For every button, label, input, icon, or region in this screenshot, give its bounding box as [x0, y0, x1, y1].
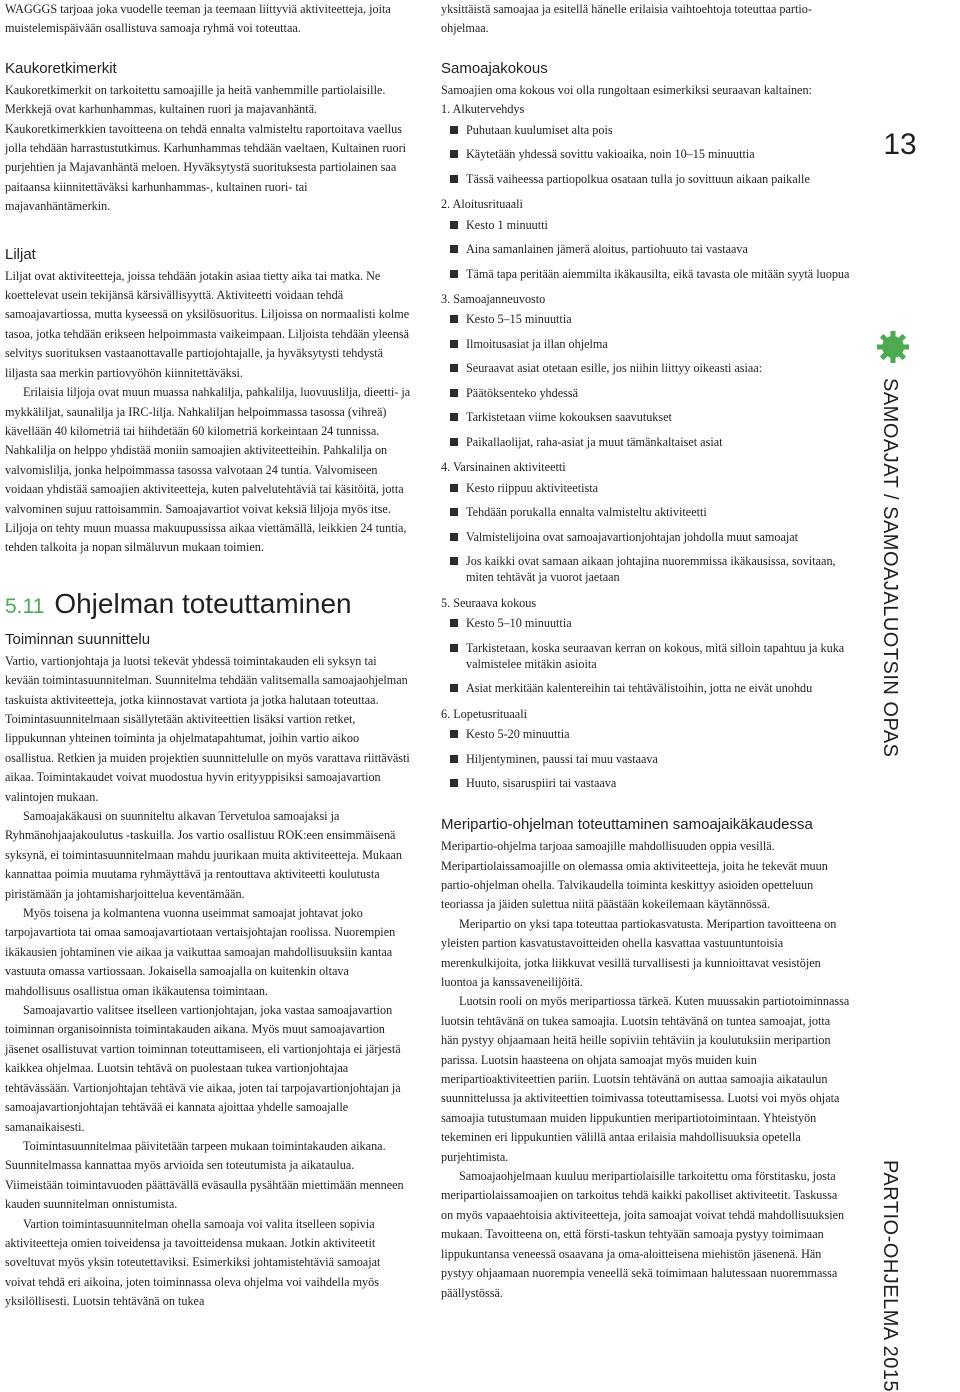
right-column — [441, 0, 850, 1303]
suunnittelu-paragraph: Vartio, vartionjohtaja ja luotsi tekevät yhdessä toimintakauden eli syksyn tai kevään toimintasuunnitelman. Suunnitelma tehdään valitsemalla samoajaohjelman taskuista aktiviteetteja, jotka kiinnostavat vartiota ja jotka halutaan toteuttaa. Toimintasuunnitelmaan sisällytetään aktiviteettien lisäksi vartion retket, lippukunnan yhteinen toiminta ja ohjelmatapahtumat, joihin vartio aikoo osallistua. Retkien ja muiden projektien suunnittelulle on myös varattava riittävästi aikaa. Toimintakaudet voivat muodostua hyvin erityyppisiksi samoajavartion valintojen mukaan. — [5, 653, 410, 804]
bullet-item: Paikallaolijat, raha-asiat ja muut tämänkaltaiset asiat — [445, 434, 850, 450]
meripartio-paragraph: Meripartio-ohjelma tarjoaa samoajille mahdollisuuden oppia vesillä. Meripartiolaissamoajille on olemassa omia aktiviteetteja, joita he tekevät muun partio-ohjelman ohella. Talvikaudella toiminta keskittyy asioiden opetteluun teoriassa ja jäiden sulettua niitä päästään kokeilemaan käytännössä. — [441, 839, 828, 912]
meripartio-heading: Meripartio-ohjelman toteuttaminen samoajaikäkaudessa — [441, 815, 813, 833]
liljat-heading: Liljat — [5, 245, 36, 263]
liljat-paragraph-1: Liljat ovat aktiviteetteja, joissa tehdään jotakin asiaa tietty aika tai matka. Ne koettelevat usein tekijänsä kärsivällisyyttä. Aktiviteetti voidaan tehdä samoajavartiossa, mutta kyseessä on yksilösuoritus. Liljoissa on normaalisti kolme tasoa, jotka tehdään erikseen helpoimmasta vaikeimpaan. Liljoista tehdään yleensä selvitys suorituksen vastaanottavalle partiojohtajalle, ja hyväksytysti tehdystä liljasta saa merkin partiovyöhön kiinnitettäväksi. — [5, 268, 410, 380]
left-column — [5, 0, 411, 1312]
bullet-item: Tässä vaiheessa partiopolkua osataan tulla jo sovittuun aikaan paikalle — [445, 171, 850, 187]
bullet-item: Puhutaan kuulumiset alta pois — [445, 122, 850, 138]
suunnittelu-body — [5, 652, 411, 1312]
kaukoretkimerkit-heading: Kaukoretkimerkit — [5, 59, 117, 77]
meeting-step-label: 4. Varsinainen aktiviteetti — [441, 460, 566, 475]
suunnittelu-paragraph: Vartion toimintasuunnitelman ohella samoaja voi valita itselleen sopivia aktiviteetteja omien toiveidensa ja tavoitteidensa mukaan. Jotkin aktiviteetit soveltuvat myös yksin toteutettaviksi. Esimerkiksi johtamistehtäviä samoajat voivat tehdä eri aikoina, joten toiminnassa oleva ohjelma voi vaihdella myös yksilöllisesti. Luotsin tehtävänä on tukea — [5, 1216, 381, 1309]
meeting-steps-list — [441, 100, 850, 791]
continued-paragraph: yksittäistä samoajaa ja esitellä hänelle erilaisia vaihtoehtoja toteuttaa partio-ohjelmaa. — [441, 2, 812, 36]
samoajakokous-intro: Samoajien oma kokous voi olla rungoltaan esimerkiksi seuraavan kaltainen: — [441, 82, 812, 97]
meeting-step-label: 2. Aloitusrituaali — [441, 197, 523, 212]
bullet-item: Valmistelijoina ovat samoajavartionjohtajan johdolla muut samoajat — [445, 529, 850, 545]
page-number: 13 — [883, 128, 917, 161]
meeting-step-bullets — [441, 122, 850, 187]
bullet-item: Hiljentyminen, paussi tai muu vastaava — [445, 751, 850, 767]
bullet-item: Tämä tapa peritään aiemmilta ikäkausilta, eikä tavasta ole mitään syytä luopua — [445, 266, 850, 282]
meeting-step — [441, 100, 850, 186]
bullet-item: Käytetään yhdessä sovittu vakioaika, noin 10–15 minuuttia — [445, 146, 850, 162]
meeting-step-bullets — [441, 726, 850, 791]
bullet-item: Kesto 5–10 minuuttia — [445, 615, 850, 631]
liljat-paragraph-2: Erilaisia liljoja ovat muun muassa nahkalilja, pahkalilja, luovuuslilja, dieetti- ja mykkäliljat, saunalilja ja IRC-lilja. Nahkaliljan helpoimmassa tasossa (vihreä) kävellään 40 kilometriä tai hiihdetään 60 kilometriä korkeintaan 24 tunnissa. Nahkalilja on helppo yhdistää moniin samoajien aktiviteetteihin. Pahkalilja on valvomislilja, jonka helpoimmassa tasossa valvotaan 24 tuntia. Valvomiseen voidaan yhdistää samoajien aktiviteetteja, kuten palvelutehtäviä tai käsitöitä, jotta valvominen sujuu rattoisammin. Samoajavartiot voivat keksiä liljoja myös itse. Liljoja on tehty muun muassa makuupussissa aikaa viettämällä, leikkien 24 tuntia, tehden talkoita ja nopan silmäluvun mukaan toimien. — [5, 385, 411, 555]
meeting-step-bullets — [441, 615, 850, 696]
bullet-item: Kesto 1 minuutti — [445, 217, 850, 233]
bullet-item: Huuto, sisaruspiiri tai vastaava — [445, 775, 850, 791]
bullet-item: Kesto 5–15 minuuttia — [445, 311, 850, 327]
bullet-item: Tehdään porukalla ennalta valmisteltu aktiviteetti — [445, 504, 850, 520]
chapter-title: Ohjelman toteuttaminen — [54, 587, 352, 619]
bullet-item: Aina samanlainen jämerä aloitus, partiohuuto tai vastaava — [445, 241, 850, 257]
meeting-step-label: 6. Lopetusrituaali — [441, 706, 527, 721]
suunnittelu-paragraph: Samoajakäkausi on suunniteltu alkavan Tervetuloa samoajaksi ja Ryhmänohjaajakoulutus -taskuilla. Jos vartio osallistuu ROK:een ensimmäisenä syksynä, ei toimintasuunnitelmaan mahdu juurikaan muita aktiviteetteja. Mukaan kannattaa poimia muutama ryhmäyttävä ja rentouttava aktiviteetti koulutusta piristämään ja johtamisharjoittelua keventämään. — [5, 809, 403, 901]
meripartio-body — [441, 837, 850, 1303]
meeting-step — [441, 195, 850, 281]
meeting-step-bullets — [441, 311, 850, 450]
chapter-heading — [5, 588, 411, 620]
meeting-step — [441, 594, 850, 696]
meripartio-paragraph: Meripartio on yksi tapa toteuttaa partiokasvatusta. Meripartion tavoitteena on yleisten partion kasvatustavoitteiden ohella kasvattaa vastuuntuntoisia merenkulkijoita, jotka liikkuvat vesillä turvallisesti ja kunnioittavat vesistöjen luontoa ja kanssaveneilijöitä. — [441, 916, 837, 989]
bullet-item: Asiat merkitään kalentereihin tai tehtävälistoihin, jotta ne eivät unohdu — [445, 680, 850, 696]
bullet-item: Tarkistetaan viime kokouksen saavutukset — [445, 409, 850, 425]
kaukoretkimerkit-text: Kaukoretkimerkit on tarkoitettu samoajille ja heitä vanhemmille partiolaisille. Merkkejä ovat karhunhammas, kultainen ruori ja majavanhäntä. Kaukoretkimerkkien tavoitteena on tehdä ennalta valmisteltu raportoitava vaellus jolla tehdään harrastustutkimus. Karhunhammas tehdään vaeltaen, Kultainen ruori purjehtien ja Majavanhäntä meloen. Hyväksytystä suorituksesta partiolainen saa paitaansa kiinnitettäväksi karhunhammas-, kultainen ruori- tai majavanhäntämerkin. — [5, 82, 407, 214]
meeting-step-label: 5. Seuraava kokous — [441, 595, 537, 610]
bullet-item: Kesto 5-20 minuuttia — [445, 726, 850, 742]
meeting-step — [441, 290, 850, 450]
meripartio-paragraph: Samoajaohjelmaan kuuluu meripartiolaisille tarkoitettu oma förstitasku, josta meripartiolaissamoajien on tarkoitus tehdä kaikki pakolliset aktiviteetit. Taskussa on myös vapaaehtoisia aktiviteetteja, joita samoajat voivat tehdä mahdollisuuksien mukaan. Tavoitteena on, että försti-taskun tehtyään samoaja pystyy toimimaan lippukuntansa veneessä osaavana ja oma-aloitteisena miehistön jäsenenä. Hän pystyy ohjaamaan nuorempia veneellä sekä toimimaan halutessaan nuoremmassa päällystössä. — [441, 1169, 845, 1300]
meeting-step-bullets — [441, 480, 850, 586]
chapter-number: 5.11 — [5, 594, 45, 618]
bullet-item: Tarkistetaan, koska seuraavan kerran on kokous, mitä silloin tapahtuu ja kuka valmistelee mitäkin asioita — [445, 640, 850, 672]
meeting-step — [441, 458, 850, 585]
guide-vertical-label: SAMOAJAT / SAMOAJALUOTSIN OPAS — [879, 378, 901, 758]
suunnittelu-paragraph: Toimintasuunnitelmaa päivitetään tarpeen mukaan toimintakauden aikana. Suunnitelmassa kannattaa myös arvioida sen toteutumista ja aikataulua. Viimeistään toimintavuoden päättävällä eväsaulla pysähtään miettimään menneen kauden suunnitelman onnistumista. — [5, 1138, 404, 1212]
intro-paragraph: WAGGGS tarjoaa joka vuodelle teeman ja teemaan liittyviä aktiviteetteja, joita muistelemispäivään osallistuva samoaja ryhmä voi toteuttaa. — [5, 2, 391, 36]
meripartio-paragraph: Luotsin rooli on myös meripartiossa tärkeä. Kuten muussakin partiotoiminnassa luotsin tehtävänä on tukea samoajia. Luotsin tehtävänä on tuntea samoajat, jotta hän pystyy ohjaamaan heitä heille sopiviin tehtäviin ja koulutuksiin meripartion parissa. Luotsin haasteena on ohjata samoajat myös muiden kuin meripartioaktiviteettien pariin. Luotsin tehtävänä on auttaa samoajia aikataulun suunnittelussa ja aktiviteettien toimivassa toteuttamisessa. Luotsi voi myös ohjata samoajia tutustumaan muiden lippukuntien meripartiotoimintaan. Yhteistyön tekeminen eri lippukuntien välillä antaa erilaisia mahdollisuuksia opetella purjehtimista. — [441, 994, 850, 1164]
meeting-step-label: 1. Alkutervehdys — [441, 102, 525, 117]
meeting-step — [441, 705, 850, 791]
bullet-item: Seuraavat asiat otetaan esille, jos niihin liittyy oikeasti asiaa: — [445, 360, 850, 376]
suunnittelu-paragraph: Samoajavartio valitsee itselleen vartionjohtajan, joka vastaa samoajavartion toiminnan organisoinnista toimintakauden aikana. Myös muut samoajavartion jäsenet osallistuvat vartion toiminnan toteuttamiseen, eli vartionjohtaja ei järjestä kaikkea ohjelmaa. Luotsin tehtävä on puolestaan tukea vartionjohtajaa tehtävässään. Vartionjohtajan tehtävä vie aikaa, joten tai tarpojavartionjohtajan ja samoajavartionjohtajan tehtävää ei kannata ajoittaa yhdelle samoajalle samanaikaisesti. — [5, 1003, 401, 1134]
program-vertical-label: PARTIO-OHJELMA 2015 — [879, 1160, 901, 1392]
suunnittelu-paragraph: Myös toisena ja kolmantena vuonna useimmat samoajat johtavat joko tarpojavartiota tai omaa samoajavartiotaan vertaisjohtajan roolissa. Nuorempien ikäkausien johtaminen vie aikaa ja vaikuttaa samoajan mahdollisuuksiin kantaa vastuuta omassa vartiossaan. Jokaisella samoajalla on kuitenkin oltava mahdollisuus osallistua oman ikäkautensa toimintaan. — [5, 906, 396, 998]
samoajakokous-heading: Samoajakokous — [441, 59, 548, 77]
meeting-step-bullets — [441, 217, 850, 282]
bullet-item: Ilmoitusasiat ja illan ohjelma — [445, 336, 850, 352]
bullet-item: Päätöksenteko yhdessä — [445, 385, 850, 401]
bullet-item: Jos kaikki ovat samaan aikaan johtajina nuoremmissa ikäkausissa, sovitaan, miten tehtävät ja vuorot jaetaan — [445, 553, 850, 585]
meeting-step-label: 3. Samoajanneuvosto — [441, 292, 546, 307]
toiminnan-suunnittelu-heading: Toiminnan suunnittelu — [5, 630, 151, 648]
bullet-item: Kesto riippuu aktiviteetista — [445, 480, 850, 496]
gear-icon — [876, 330, 910, 364]
